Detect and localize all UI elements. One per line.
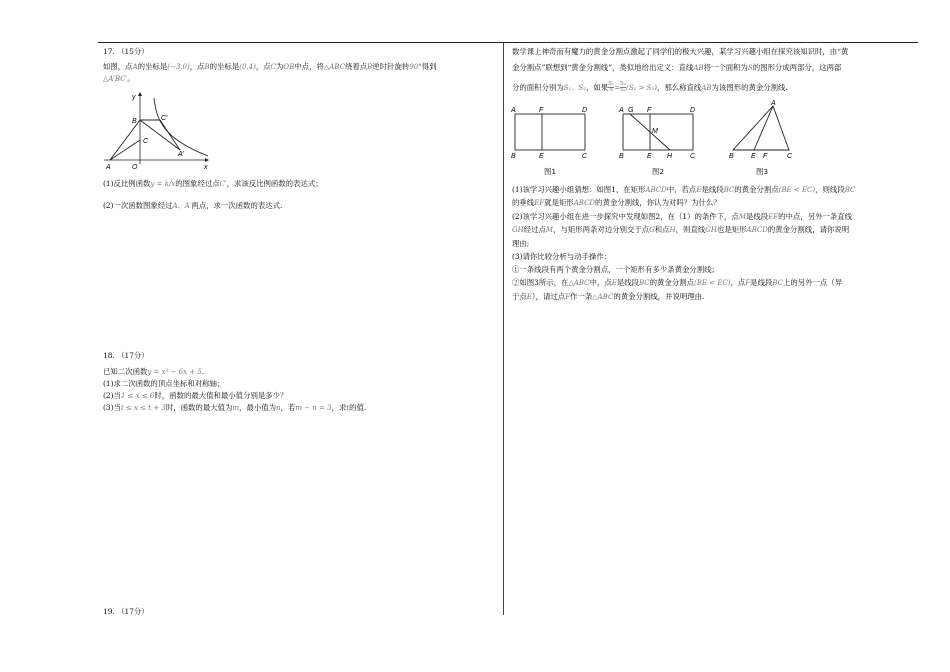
label-C: C bbox=[143, 138, 149, 145]
q19-part2-line1: (2)该学习兴趣小组在进一步探究中发现如图2，在（1）的条件下，点M是线段EF的中点，另外一条直线 bbox=[512, 211, 853, 221]
segment-BAp bbox=[140, 120, 180, 150]
hyperbola-curve bbox=[154, 98, 208, 156]
fig3-label-C: C bbox=[787, 153, 793, 160]
x-axis-arrow bbox=[205, 158, 209, 162]
question-19-body bbox=[512, 46, 912, 94]
fig1-label-C: C bbox=[582, 153, 588, 160]
label-Cprime: C′ bbox=[161, 115, 168, 122]
top-rule bbox=[98, 42, 918, 43]
q19-part2-line3: 理由; bbox=[512, 238, 530, 248]
fig3-label-E: E bbox=[751, 153, 756, 160]
column-divider bbox=[503, 43, 504, 615]
fig1-label-E: E bbox=[539, 153, 544, 160]
q17-part2: (2)一次函数图象经过A、A′两点，求一次函数的表达式. bbox=[103, 200, 283, 210]
label-y: y bbox=[132, 94, 136, 101]
q19-part3-header: (3)请你比较分析与动手操作： bbox=[512, 251, 612, 261]
label-x: x bbox=[204, 164, 208, 170]
q19-text3: 分的面积分别为S₁、S₂，如果 $\frac{\text{S₁}}{S}$ = $\frac{\text{S₂}}{\text{S₁}}$ (S₁ > S₂)，那么称直线AB为该图形的黄金分割线. bbox=[512, 80, 788, 94]
question-17 bbox=[103, 46, 498, 84]
q19-figure-3 bbox=[727, 100, 799, 160]
fig2-label-C: C bbox=[690, 153, 696, 160]
fig3-caption: 图3 bbox=[756, 167, 769, 176]
q17-intro-line2: △A′BC′。 bbox=[103, 73, 135, 83]
fig2-caption: 图2 bbox=[652, 167, 665, 176]
fig2-label-B: B bbox=[619, 153, 624, 160]
q17-figure bbox=[100, 90, 220, 170]
label-Aprime: A′ bbox=[178, 151, 184, 158]
q17-part1: (1)反比例函数y = k/x的图象经过点C′，求该反比例函数的表达式； bbox=[103, 179, 323, 188]
fig3-line-AE bbox=[754, 106, 773, 150]
fig1-rectangle bbox=[515, 114, 585, 150]
fig2-label-F: F bbox=[647, 107, 652, 114]
q19-text1: 数学课上神奇而有魔力的黄金分割点激起了同学们的极大兴趣，某学习兴趣小组在探究该知识时，由“黄 bbox=[512, 47, 849, 56]
q19-figure-1 bbox=[510, 104, 592, 160]
fig2-label-M: M bbox=[652, 128, 658, 135]
q19-parts bbox=[512, 183, 912, 303]
q19-part1-line2: 的垂线EF就是矩形ABCD的黄金分割线，你认为对吗？为什么？ bbox=[512, 198, 721, 208]
q19-part1-line1: (1)该学习兴趣小组猜想：如图1，在矩形ABCD中，若点E是线段BC的黄金分割点(BE < EC)，则线段BC bbox=[512, 185, 856, 194]
fig3-label-A: A bbox=[771, 100, 776, 107]
label-A: A bbox=[106, 164, 111, 170]
fig2-label-G: G bbox=[628, 107, 634, 114]
question-18 bbox=[103, 350, 366, 414]
fig3-label-F: F bbox=[763, 153, 768, 160]
q18-part3: (3)当t ≤ x ≤ t + 3时，函数的最大值为m，最小值为n，若m − n = 3，求t的值. bbox=[103, 403, 367, 413]
question-19-header: 19. （17分） bbox=[103, 607, 149, 616]
q17-header: 17. （15分） bbox=[103, 47, 149, 56]
fig2-label-A: A bbox=[619, 107, 624, 114]
fig1-caption: 图1 bbox=[544, 167, 557, 176]
fig2-label-H: H bbox=[667, 153, 673, 160]
q18-header: 18. （17分） bbox=[103, 351, 149, 360]
fig1-label-F: F bbox=[539, 107, 544, 114]
fraction-S1-over-S: $\frac{\text{S₁}}{S}$ bbox=[608, 80, 615, 94]
q19-figure-2 bbox=[618, 104, 700, 160]
segment-AB bbox=[110, 120, 140, 160]
q18-part1: (1)求二次函数的顶点坐标和对称轴； bbox=[103, 379, 225, 389]
q19-part3-item2-cont: 于点E），请过点F作一条△ABC的黄金分割线，并说明理由. bbox=[512, 291, 705, 301]
label-B: B bbox=[132, 118, 137, 125]
fig3-label-B: B bbox=[729, 153, 734, 160]
fig1-label-B: B bbox=[511, 153, 516, 160]
q19-text2: 金分割点”联想到“黄金分割线”，类似地给出定义：直线AB将一个面积为S的图形分成两部分，这两部 bbox=[512, 63, 842, 73]
fig1-label-A: A bbox=[511, 107, 516, 114]
label-O: O bbox=[132, 164, 138, 170]
q19-part3-item2: ②如图3所示，在△ABC中，点E是线段BC的黄金分割点(BE < EC)，点F是线段BC上的另外一点（异 bbox=[512, 278, 843, 288]
segment-AC bbox=[110, 140, 140, 160]
q18-part2: (2)当1 ≤ x ≤ 6时，函数的最大值和最小值分别是多少？ bbox=[103, 390, 288, 400]
q17-intro-line1: 如图，点A的坐标是(−3,0)，点B的坐标是(0,4)，点C为OB中点，将△ABC绕着点B逆时针旋转90°得到 bbox=[103, 62, 437, 72]
q17-parts bbox=[103, 178, 323, 211]
q19-part2-line2: GH经过点M，与矩形两条对边分别交于点G和点H，则直线GH也是矩形ABCD的黄金分割线，请你说明 bbox=[512, 225, 850, 235]
q19-part3-item1: ①一条线段有两个黄金分割点，一个矩形有多少条黄金分割线； bbox=[512, 265, 719, 275]
fig2-label-D: D bbox=[690, 107, 696, 114]
y-axis-arrow bbox=[138, 92, 142, 96]
fraction-S2-over-S1: $\frac{\text{S₂}}{\text{S₁}}$ bbox=[620, 80, 626, 94]
fig3-triangle bbox=[733, 106, 789, 150]
fig2-rectangle bbox=[623, 114, 693, 150]
q18-intro: 已知二次函数y = x² − 6x + 5. bbox=[103, 366, 205, 376]
fig1-label-D: D bbox=[582, 107, 588, 114]
fig2-label-E: E bbox=[647, 153, 652, 160]
segment-CpAp bbox=[160, 120, 180, 150]
